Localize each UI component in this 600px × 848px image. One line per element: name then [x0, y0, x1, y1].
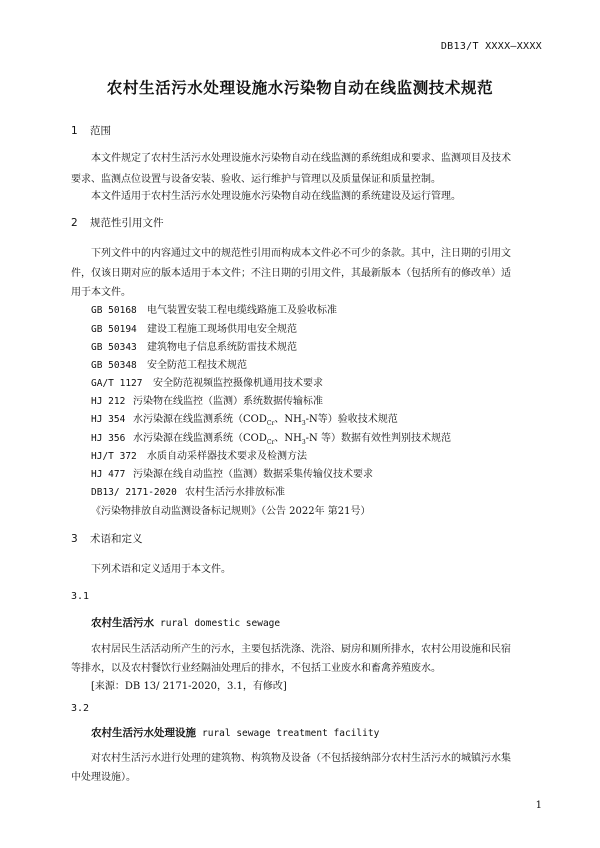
reference-item: [91, 502, 371, 517]
term-heading: [91, 615, 280, 630]
reference-code: GB 50348: [91, 360, 137, 371]
reference-title: 安全防范工程技术规范: [147, 360, 247, 371]
term-definition-line-1: 对农村生活污水进行处理的建筑物、构筑物及设备（不包括接纳部分农村生活污水的城镇污水集: [91, 753, 511, 764]
section-1-para-1-line-2: 要求、监测点位设置与设备安装、验收、运行维护与管理以及质量保证和质量控制。: [71, 174, 441, 185]
reference-title: 建筑物电子信息系统防雷技术规范: [147, 342, 297, 353]
reference-title: 水污染源在线监测系统（$COD_{Cr}$、$NH_3-N$ 等）数据有效性判别技术规范: [133, 433, 451, 446]
term-chinese: 农村生活污水处理设施: [91, 727, 196, 739]
reference-item: [91, 374, 323, 389]
reference-code: GA/T 1127: [91, 378, 143, 389]
section-3-intro: 下列术语和定义适用于本文件。: [91, 564, 231, 575]
section-2-heading: [71, 215, 164, 230]
reference-code: HJ 356: [91, 433, 126, 444]
reference-item: [91, 429, 451, 446]
section-2-para-line-1: 下列文件中的内容通过文中的规范性引用而构成本文件必不可少的条款。其中，注日期的引用文: [91, 248, 511, 259]
reference-code: HJ 354: [91, 414, 126, 425]
term-definition-line-1: 农村居民生活活动所产生的污水，主要包括洗涤、洗浴、厨房和厕所排水，农村公用设施和民宿: [91, 644, 511, 655]
section-number: 1: [71, 125, 78, 137]
document-code: DB13/T XXXX—XXXX: [440, 41, 542, 52]
reference-item: [91, 483, 285, 498]
reference-title: 农村生活污水排放标准: [185, 487, 285, 498]
reference-title: 《污染物排放自动监测设备标记规则》（公告 2022年 第21号）: [91, 506, 371, 517]
reference-code: DB13/ 2171-2020: [91, 487, 177, 498]
term-heading: [91, 725, 379, 740]
reference-title: 水质自动采样器技术要求及检测方法: [147, 451, 307, 462]
reference-item: [91, 301, 337, 316]
term-definition-line-2: 等排水，以及农村餐饮行业经隔油处理后的排水，不包括工业废水和畜禽养殖废水。: [71, 663, 441, 674]
term-source: [来源：DB 13/ 2171-2020，3.1，有修改]: [91, 681, 287, 692]
reference-item: [91, 410, 398, 427]
reference-title: 安全防范视频监控摄像机通用技术要求: [153, 378, 323, 389]
reference-title: 污染源在线自动监控（监测）数据采集传输仪技术要求: [133, 469, 373, 480]
term-number: 3.2: [71, 703, 90, 714]
term-english: rural sewage treatment facility: [202, 728, 380, 739]
term-chinese: 农村生活污水: [91, 617, 154, 629]
section-1-para-2: 本文件适用于农村生活污水处理设施水污染物自动在线监测的系统建设及运行管理。: [91, 191, 461, 202]
reference-item: [91, 447, 307, 462]
reference-item: [91, 320, 297, 335]
reference-item: [91, 392, 323, 407]
section-title: 术语和定义: [90, 533, 143, 545]
section-title: 范围: [90, 125, 111, 137]
term-definition-line-2: 中处理设施）。: [71, 772, 136, 783]
section-2-para-line-3: 用于本文件。: [71, 287, 131, 298]
reference-title: 污染物在线监控（监测）系统数据传输标准: [133, 396, 323, 407]
reference-code: HJ 212: [91, 396, 126, 407]
section-number: 3: [71, 533, 78, 545]
reference-code: GB 50194: [91, 324, 137, 335]
document-title: 农村生活污水处理设施水污染物自动在线监测技术规范: [106, 79, 494, 97]
reference-item: [91, 465, 373, 480]
reference-code: HJ 477: [91, 469, 126, 480]
section-1-heading: [71, 123, 111, 138]
section-1-para-1-line-1: 本文件规定了农村生活污水处理设施水污染物自动在线监测的系统组成和要求、监测项目及技术: [91, 153, 511, 164]
reference-item: [91, 356, 247, 371]
section-title: 规范性引用文件: [90, 217, 164, 229]
reference-code: HJ/T 372: [91, 451, 137, 462]
section-3-heading: [71, 531, 143, 546]
section-number: 2: [71, 217, 78, 229]
reference-title: 电气装置安装工程电缆线路施工及验收标准: [147, 305, 337, 316]
term-number: 3.1: [71, 591, 90, 602]
page-number: 1: [535, 800, 542, 811]
reference-code: GB 50343: [91, 342, 137, 353]
reference-title: 建设工程施工现场供用电安全规范: [147, 324, 297, 335]
term-english: rural domestic sewage: [160, 618, 281, 629]
reference-title: 水污染源在线监测系统（$COD_{Cr}$、$NH_3-N$等）验收技术规范: [133, 414, 398, 427]
reference-code: GB 50168: [91, 305, 137, 316]
reference-item: [91, 338, 297, 353]
section-2-para-line-2: 件，仅该日期对应的版本适用于本文件；不注日期的引用文件，其最新版本（包括所有的修改单）适: [71, 268, 511, 279]
